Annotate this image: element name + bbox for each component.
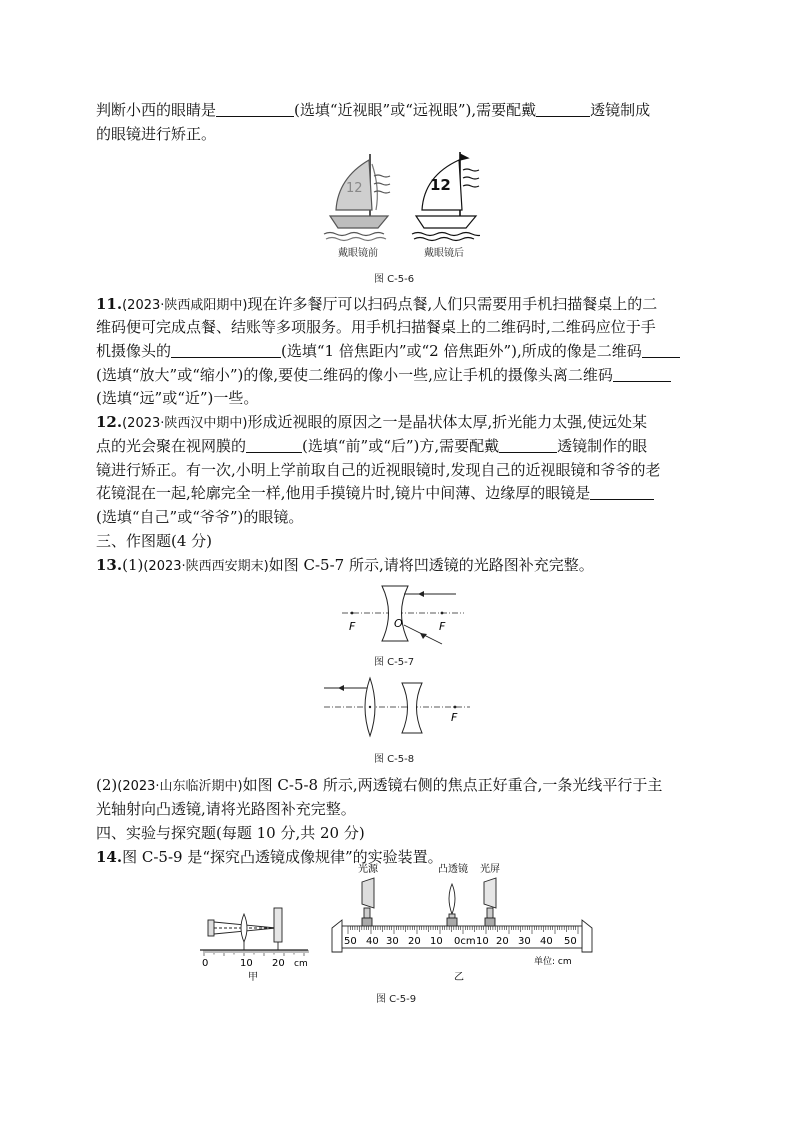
- q12-line5: (选填“自己”或“爷爷”)的眼镜。: [96, 508, 304, 526]
- q12-source: (2023·陕西汉中期中): [122, 416, 248, 431]
- q11-blank-2[interactable]: [642, 342, 680, 358]
- label-light-screen: 光屏: [480, 864, 500, 875]
- figure-c-5-8: [322, 675, 472, 741]
- jia-unit: cm: [294, 959, 308, 969]
- q10-text-1: 判断小西的眼睛是: [96, 101, 217, 119]
- label-convex-lens: 凸透镜: [438, 864, 468, 875]
- q12-line2: [96, 435, 700, 458]
- q10-line2: 的眼镜进行矫正。: [96, 125, 217, 143]
- q12-text-2c: 透镜制作的眼: [557, 437, 648, 455]
- label-light-source: 光源: [358, 864, 378, 875]
- q13-part1-source: (2023·陕西西安期末): [143, 559, 269, 574]
- jia-ruler-ticks: [204, 950, 308, 956]
- q11-line2: 维码便可完成点餐、结账等多项服务。用手机扫描餐桌上的二维码时,二维码应位于手: [96, 318, 656, 336]
- q12-text-2b: (选填“前”或“后”)方,需要配戴: [302, 437, 500, 455]
- q12-text-1: 形成近视眼的原因之一是晶状体太厚,折光能力太强,使远处某: [247, 413, 648, 431]
- ruler-unit: 单位: cm: [534, 957, 572, 967]
- q12-text-2a: 点的光会聚在视网膜的: [96, 437, 247, 455]
- q12-blank-3[interactable]: [590, 484, 654, 500]
- ruler-label-l20: 20: [408, 936, 421, 947]
- q12-number: 12.: [96, 413, 123, 431]
- q13-part1-text: 如图 C-5-7 所示,请将凹透镜的光路图补充完整。: [268, 556, 594, 574]
- q11-blank-3[interactable]: [613, 366, 671, 382]
- q14-number: 14.: [96, 848, 123, 866]
- ruler-label-r10: 10: [476, 936, 489, 947]
- q13-line1: [96, 554, 700, 578]
- boat-after-glasses: [412, 152, 480, 241]
- optical-center-label: O: [394, 617, 403, 630]
- ruler-label-l50: 50: [344, 936, 357, 947]
- figure-c-5-9-jia: [196, 892, 312, 982]
- q11-line3: [96, 340, 700, 363]
- q12-line3: 镜进行矫正。有一次,小明上学前取自己的近视眼镜时,发现自己的近视眼镜和爷爷的老: [96, 461, 661, 479]
- q11-line5: (选填“远”或“近”)一些。: [96, 389, 259, 407]
- caption-c-5-8: 图 C-5-8: [374, 754, 415, 765]
- focal-point-left-label: F: [349, 620, 356, 633]
- q11-blank-1[interactable]: [171, 342, 281, 358]
- q12-blank-1[interactable]: [246, 437, 302, 453]
- figure-c-5-7: [338, 584, 468, 648]
- q10-blank-2[interactable]: [536, 101, 590, 117]
- q11-text-4a: (选填“放大”或“缩小”)的像,要使二维码的像小一些,应让手机的摄像头离二维码: [96, 366, 613, 384]
- caption-c-5-9: 图 C-5-9: [376, 994, 417, 1005]
- boat-number-clear: 12: [430, 176, 451, 194]
- section-3-heading: 三、作图题(4 分): [96, 532, 213, 550]
- caption-c-5-6: 图 C-5-6: [374, 274, 415, 285]
- q11-text-3b: (选填“1 倍焦距内”或“2 倍焦距外”),所成的像是二维码: [281, 342, 642, 360]
- light-screen: [484, 878, 496, 908]
- light-source-small: [208, 920, 214, 936]
- jia-tick-10: 10: [240, 958, 253, 969]
- q12-blank-2[interactable]: [499, 437, 557, 453]
- concave-lens-2: [402, 683, 422, 733]
- q10-text-2: (选填“近视眼”或“远视眼”),需要配戴: [294, 101, 537, 119]
- bench-right-end: [582, 920, 592, 952]
- q11-line1: [96, 293, 700, 317]
- q11-text-3a: 机摄像头的: [96, 342, 172, 360]
- q11-number: 11.: [96, 295, 123, 313]
- bench-left-end: [332, 920, 342, 952]
- q13-part2-line2: 光轴射向凸透镜,请将光路图补充完整。: [96, 800, 356, 818]
- screen-small: [274, 908, 282, 942]
- q10-text-3: 透镜制成: [590, 101, 651, 119]
- ruler-label-r40: 40: [540, 936, 553, 947]
- q13-part1-prefix: (1): [122, 556, 144, 574]
- label-jia: 甲: [248, 972, 258, 982]
- ruler-label-l40: 40: [366, 936, 379, 947]
- label-before-glasses: 戴眼镜前: [338, 248, 378, 259]
- q12-text-4a: 花镜混在一起,轮廓完全一样,他用手摸镜片时,镜片中间薄、边缘厚的眼镜是: [96, 484, 591, 502]
- ruler-label-zero: 0cm: [454, 936, 476, 947]
- q13-part2-prefix: (2): [96, 776, 118, 794]
- convex-lens-bench: [449, 884, 455, 914]
- q13-number: 13.: [96, 556, 123, 574]
- label-after-glasses: 戴眼镜后: [424, 248, 464, 259]
- lens-small: [241, 914, 247, 942]
- q12-line4: [96, 482, 700, 505]
- label-yi: 乙: [454, 972, 464, 983]
- focal-point-right-label: F: [439, 620, 446, 633]
- ruler-label-r30: 30: [518, 936, 531, 947]
- q12-line1: [96, 411, 700, 435]
- q14-text: 图 C-5-9 是“探究凸透镜成像规律”的实验装置。: [122, 848, 443, 866]
- boat-number-blurry: 12: [346, 181, 363, 196]
- figure-c-5-6: [320, 148, 480, 260]
- ruler-label-l30: 30: [386, 936, 399, 947]
- caption-c-5-7: 图 C-5-7: [374, 657, 415, 668]
- section-4-heading: 四、实验与探究题(每题 10 分,共 20 分): [96, 824, 365, 842]
- q10-line1: [96, 99, 700, 122]
- ruler-label-l10: 10: [430, 936, 443, 947]
- jia-tick-0: 0: [202, 958, 209, 969]
- q11-source: (2023·陕西咸阳期中): [122, 298, 248, 313]
- q13-part2-source: (2023·山东临沂期中): [117, 779, 243, 794]
- q11-text-1: 现在许多餐厅可以扫码点餐,人们只需要用手机扫描餐桌上的二: [247, 295, 658, 313]
- focal-point-label: F: [451, 711, 458, 724]
- q10-blank-1[interactable]: [216, 101, 294, 117]
- figure-c-5-9-yi: [326, 860, 598, 984]
- ruler-label-r50: 50: [564, 936, 577, 947]
- q13-part2-line1: [96, 774, 700, 798]
- ruler-label-r20: 20: [496, 936, 509, 947]
- boat-before-glasses: [324, 154, 390, 241]
- q11-line4: [96, 364, 700, 387]
- q13-part2-text: 如图 C-5-8 所示,两透镜右侧的焦点正好重合,一条光线平行于主: [242, 776, 663, 794]
- jia-tick-20: 20: [272, 958, 285, 969]
- light-source: [362, 878, 374, 908]
